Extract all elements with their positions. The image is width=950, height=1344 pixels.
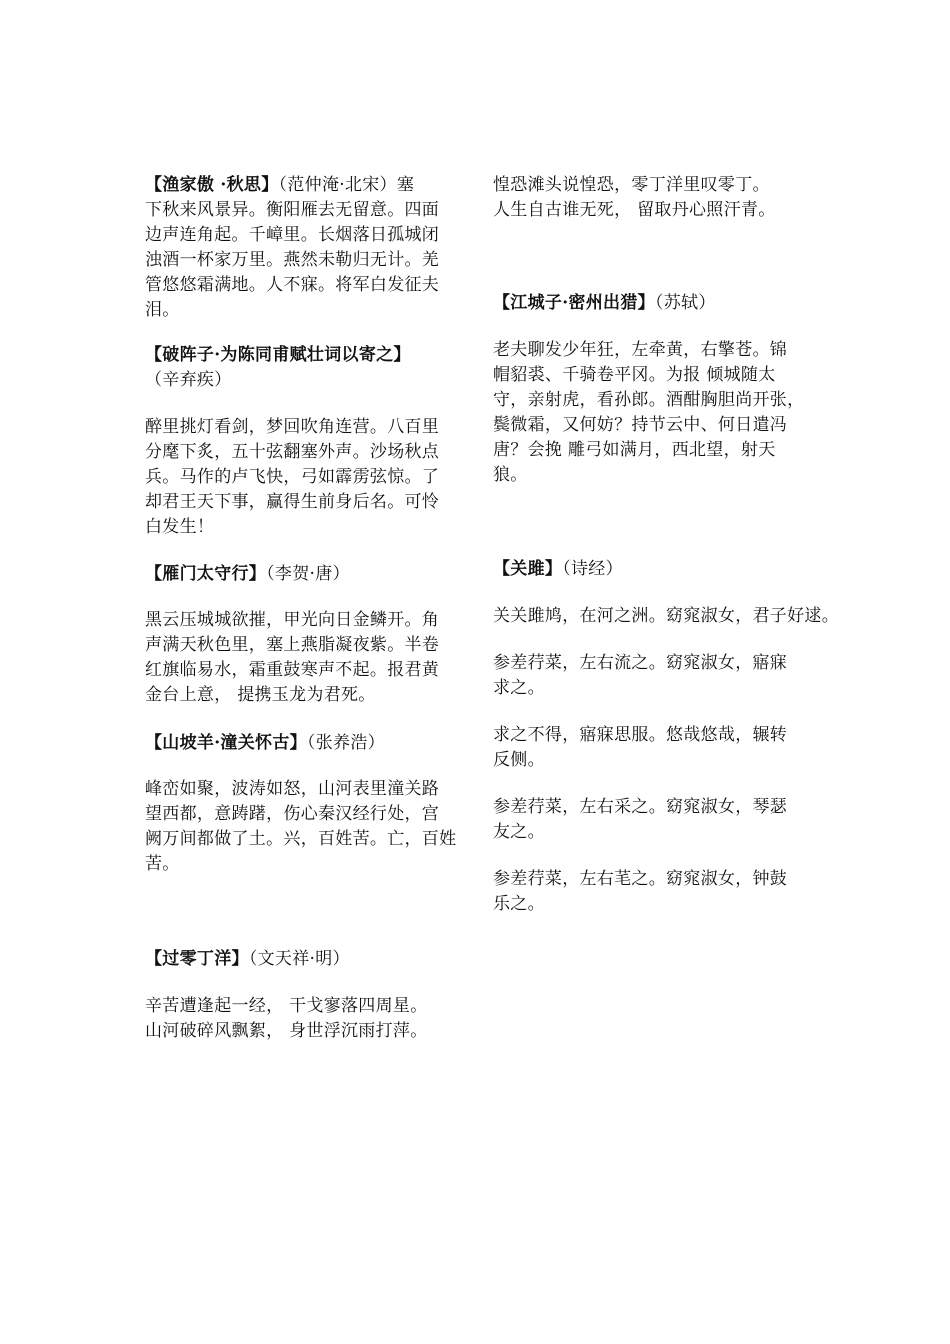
poem-text-line: 参差荇菜，左右流之。窈窕淑女，寤寐 <box>493 653 788 673</box>
poem-yanmen-author: （李贺·唐） <box>266 564 350 584</box>
poem-text-line: 白发生！ <box>145 517 215 537</box>
poem-text-line: 狼。 <box>493 465 528 485</box>
poem-text-line: 老夫聊发少年狂，左牵黄，右擎苍。锦 <box>493 340 788 360</box>
poem-text-line: 参差荇菜，左右芼之。窈窕淑女，钟鼓 <box>493 869 788 889</box>
poem-text-line: 阙万间都做了土。兴，百姓苦。亡，百姓 <box>145 829 457 849</box>
poem-text-line: 守，亲射虎，看孙郎。酒酣胸胆尚开张， <box>493 390 805 410</box>
poem-guanju-author: （诗经） <box>562 559 623 579</box>
poem-yujiaao-author: （范仲淹·北宋） <box>278 175 397 195</box>
poem-text-line: 惶恐滩头说惶恐，零丁洋里叹零丁。 <box>493 175 770 195</box>
poem-text-line: 友之。 <box>493 822 545 842</box>
poem-yujiaao-heading <box>145 173 414 198</box>
poem-shanpoyang-author: （张养浩） <box>306 733 385 753</box>
poem-guanju-heading <box>493 557 623 582</box>
poem-yujiaao-title: 【渔家傲 ·秋思】 <box>145 175 279 195</box>
poem-lingdingyang-author: （文天祥·明） <box>248 949 350 969</box>
poem-text-line: 帽貂裘、千骑卷平冈。为报 倾城随太 <box>493 365 776 385</box>
poem-text-line: 浊酒一杯家万里。燕然未勒归无计。羌 <box>145 250 440 270</box>
poem-jiangchengzi-heading <box>493 291 716 316</box>
poem-text-line: 反侧。 <box>493 750 545 770</box>
poem-text-line: 红旗临易水，霜重鼓寒声不起。报君黄 <box>145 660 440 680</box>
poem-text-line: 人生自古谁无死， 留取丹心照汗青。 <box>493 200 776 220</box>
poem-text-line: 金台上意， 提携玉龙为君死。 <box>145 685 376 705</box>
poem-lingdingyang-title: 【过零丁洋】 <box>145 949 249 969</box>
poem-jiangchengzi-title: 【江城子·密州出猎】 <box>493 293 655 313</box>
poem-text-line: 乐之。 <box>493 894 545 914</box>
poem-text-line: 塞 <box>396 175 415 195</box>
poem-text-line: 望西都，意踌躇，伤心秦汉经行处，宫 <box>145 804 440 824</box>
poem-text-line: 边声连角起。千嶂里。长烟落日孤城闭 <box>145 225 440 245</box>
poem-text-line: 山河破碎风飘絮， 身世浮沉雨打萍。 <box>145 1021 428 1041</box>
poem-text-line: 兵。马作的卢飞快，弓如霹雳弦惊。了 <box>145 467 440 487</box>
poem-text-line: 黑云压城城欲摧，甲光向日金鳞开。角 <box>145 610 440 630</box>
poem-guanju-title: 【关雎】 <box>493 559 563 579</box>
poem-text-line: 峰峦如聚，波涛如怒，山河表里潼关路 <box>145 779 440 799</box>
poem-text-line: 管悠悠霜满地。人不寐。将军白发征夫 <box>145 275 440 295</box>
poem-text-line: 却君王天下事，赢得生前身后名。可怜 <box>145 492 440 512</box>
poem-yanmen-title: 【雁门太守行】 <box>145 564 267 584</box>
poem-text-line: 鬓微霜，又何妨？持节云中、何日遣冯 <box>493 415 788 435</box>
poem-text-line: 唐？会挽 雕弓如满月，西北望，射天 <box>493 440 776 460</box>
poem-text-line: 醉里挑灯看剑，梦回吹角连营。八百里 <box>145 417 440 437</box>
poem-text-line: 求之不得，寤寐思服。悠哉悠哉，辗转 <box>493 725 788 745</box>
poem-text-line: 声满天秋色里，塞上燕脂凝夜紫。半卷 <box>145 635 440 655</box>
poem-lingdingyang-heading <box>145 947 350 972</box>
poem-shanpoyang-title: 【山坡羊·潼关怀古】 <box>145 733 307 753</box>
poem-shanpoyang-heading <box>145 731 385 756</box>
poem-pozhenzi-author: （辛弃疾） <box>145 370 232 390</box>
poem-text-line: 苦。 <box>145 854 180 874</box>
poem-text-line: 求之。 <box>493 678 545 698</box>
poem-jiangchengzi-author: （苏轼） <box>654 293 716 313</box>
poem-pozhenzi-title: 【破阵子·为陈同甫赋壮词以寄之】 <box>145 345 411 365</box>
poem-text-line: 辛苦遭逢起一经， 干戈寥落四周星。 <box>145 996 428 1016</box>
poem-yanmen-heading <box>145 562 350 587</box>
poem-text-line: 分麾下炙，五十弦翻塞外声。沙场秋点 <box>145 442 440 462</box>
poem-text-line: 关关雎鸠，在河之洲。窈窕淑女，君子好逑。 <box>493 606 839 626</box>
poem-text-line: 泪。 <box>145 300 180 320</box>
poem-text-line: 下秋来风景异。衡阳雁去无留意。四面 <box>145 200 440 220</box>
poem-text-line: 参差荇菜，左右采之。窈窕淑女，琴瑟 <box>493 797 788 817</box>
